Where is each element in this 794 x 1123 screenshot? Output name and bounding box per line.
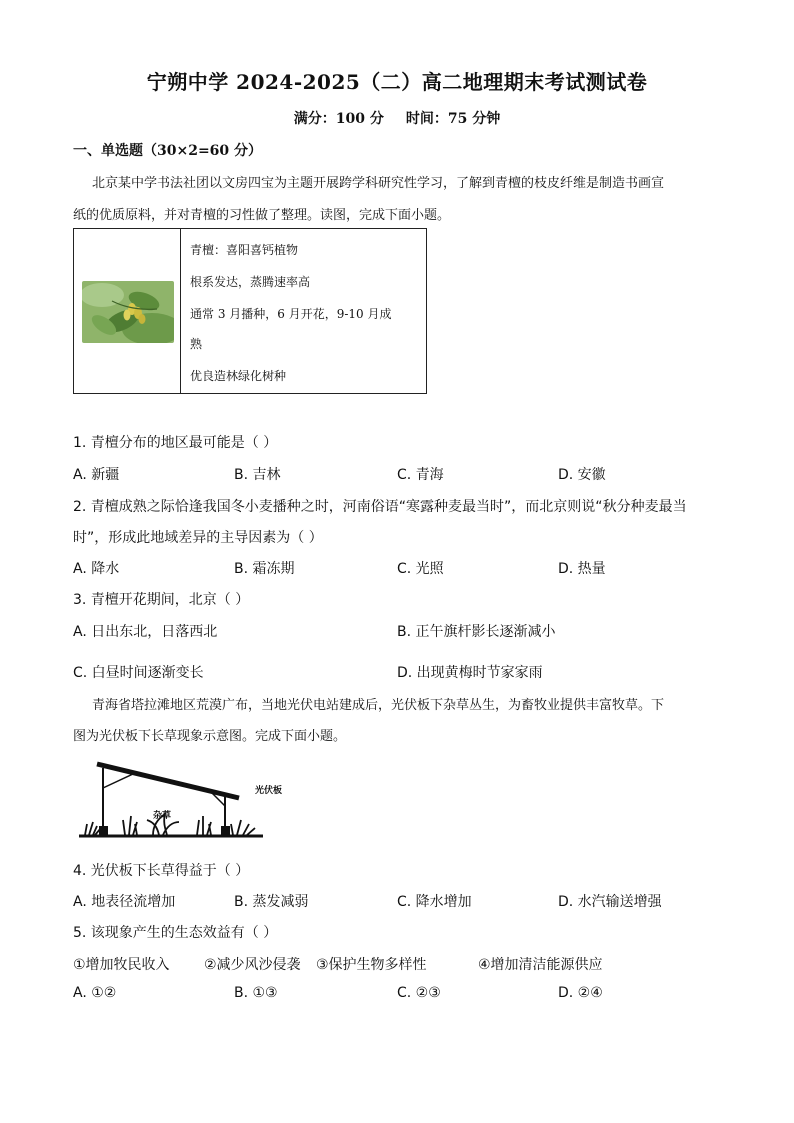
solar-panel-label: 光伏板 (255, 786, 283, 796)
full-score: 满分：100 分 (293, 111, 384, 127)
intro1-line2: 纸的优质原料，并对青檀的习性做了整理。读图，完成下面小题。 (73, 208, 451, 223)
q3-option-a[interactable]: A. 日出东北，日落西北 (73, 624, 218, 640)
card-line: 通常 3 月播种，6 月开花，9-10 月成 (190, 307, 392, 321)
card-divider (180, 229, 181, 393)
solar-panel-diagram (73, 758, 303, 844)
q5-option-d[interactable]: D. ②④ (558, 985, 603, 1001)
qingtan-info-card (73, 228, 427, 394)
qingtan-photo (82, 281, 174, 343)
time-limit: 时间：75 分钟 (405, 111, 501, 127)
q5-item-3: ③保护生物多样性 (316, 957, 427, 973)
q4-option-c[interactable]: C. 降水增加 (397, 894, 472, 910)
q2-option-b[interactable]: B. 霜冻期 (234, 561, 295, 577)
q2-option-a[interactable]: A. 降水 (73, 561, 120, 577)
weeds-label: 杂草 (153, 811, 172, 821)
question-3-stem: 3. 青檀开花期间，北京（ ） (73, 592, 250, 608)
q2-option-d[interactable]: D. 热量 (558, 561, 606, 577)
q5-option-c[interactable]: C. ②③ (397, 985, 441, 1001)
q1-option-a[interactable]: A. 新疆 (73, 467, 120, 483)
exam-meta (0, 108, 794, 128)
question-4-stem: 4. 光伏板下长草得益于（ ） (73, 863, 250, 879)
question-2-stem-line1: 2. 青檀成熟之际恰逢我国冬小麦播种之时，河南俗语“寒露种麦最当时”，而北京则说“秋分种麦最当 (73, 499, 687, 515)
q5-option-b[interactable]: B. ①③ (234, 985, 278, 1001)
q4-option-d[interactable]: D. 水汽输送增强 (558, 894, 662, 910)
q3-option-d[interactable]: D. 出现黄梅时节家家雨 (397, 665, 543, 681)
card-line: 优良造林绿化树种 (190, 369, 287, 383)
q3-option-c[interactable]: C. 白昼时间逐渐变长 (73, 665, 204, 681)
q5-item-2: ②减少风沙侵袭 (204, 957, 301, 973)
card-line: 根系发达，蒸腾速率高 (190, 275, 311, 289)
question-2-stem-line2: 时”，形成此地域差异的主导因素为（ ） (73, 530, 323, 546)
q1-option-b[interactable]: B. 吉林 (234, 467, 281, 483)
question-5-stem: 5. 该现象产生的生态效益有（ ） (73, 925, 278, 941)
card-line: 熟 (190, 337, 203, 351)
card-line: 青檀：喜阳喜钙植物 (190, 243, 299, 257)
intro2-line1: 青海省塔拉滩地区荒漠广布，当地光伏电站建成后，光伏板下杂草丛生，为畜牧业提供丰富牧草。下 (92, 698, 665, 713)
exam-title: 宁朔中学 2024-2025（二）高二地理期末考试测试卷 (146, 70, 648, 94)
q5-item-4: ④增加清洁能源供应 (478, 957, 603, 973)
question-1-stem: 1. 青檀分布的地区最可能是（ ） (73, 435, 278, 451)
q1-option-d[interactable]: D. 安徽 (558, 467, 606, 483)
intro2-line2: 图为光伏板下长草现象示意图。完成下面小题。 (73, 729, 347, 744)
q3-option-b[interactable]: B. 正午旗杆影长逐渐减小 (397, 624, 556, 640)
q4-option-a[interactable]: A. 地表径流增加 (73, 894, 176, 910)
q4-option-b[interactable]: B. 蒸发减弱 (234, 894, 309, 910)
q2-option-c[interactable]: C. 光照 (397, 561, 444, 577)
q1-option-c[interactable]: C. 青海 (397, 467, 444, 483)
section-heading: 一、单选题（30×2=60 分） (73, 143, 263, 159)
q5-option-a[interactable]: A. ①② (73, 985, 117, 1001)
intro1-line1: 北京某中学书法社团以文房四宝为主题开展跨学科研究性学习，了解到青檀的枝皮纤维是制造书画宣 (92, 176, 665, 191)
q5-item-1: ①增加牧民收入 (73, 957, 170, 973)
